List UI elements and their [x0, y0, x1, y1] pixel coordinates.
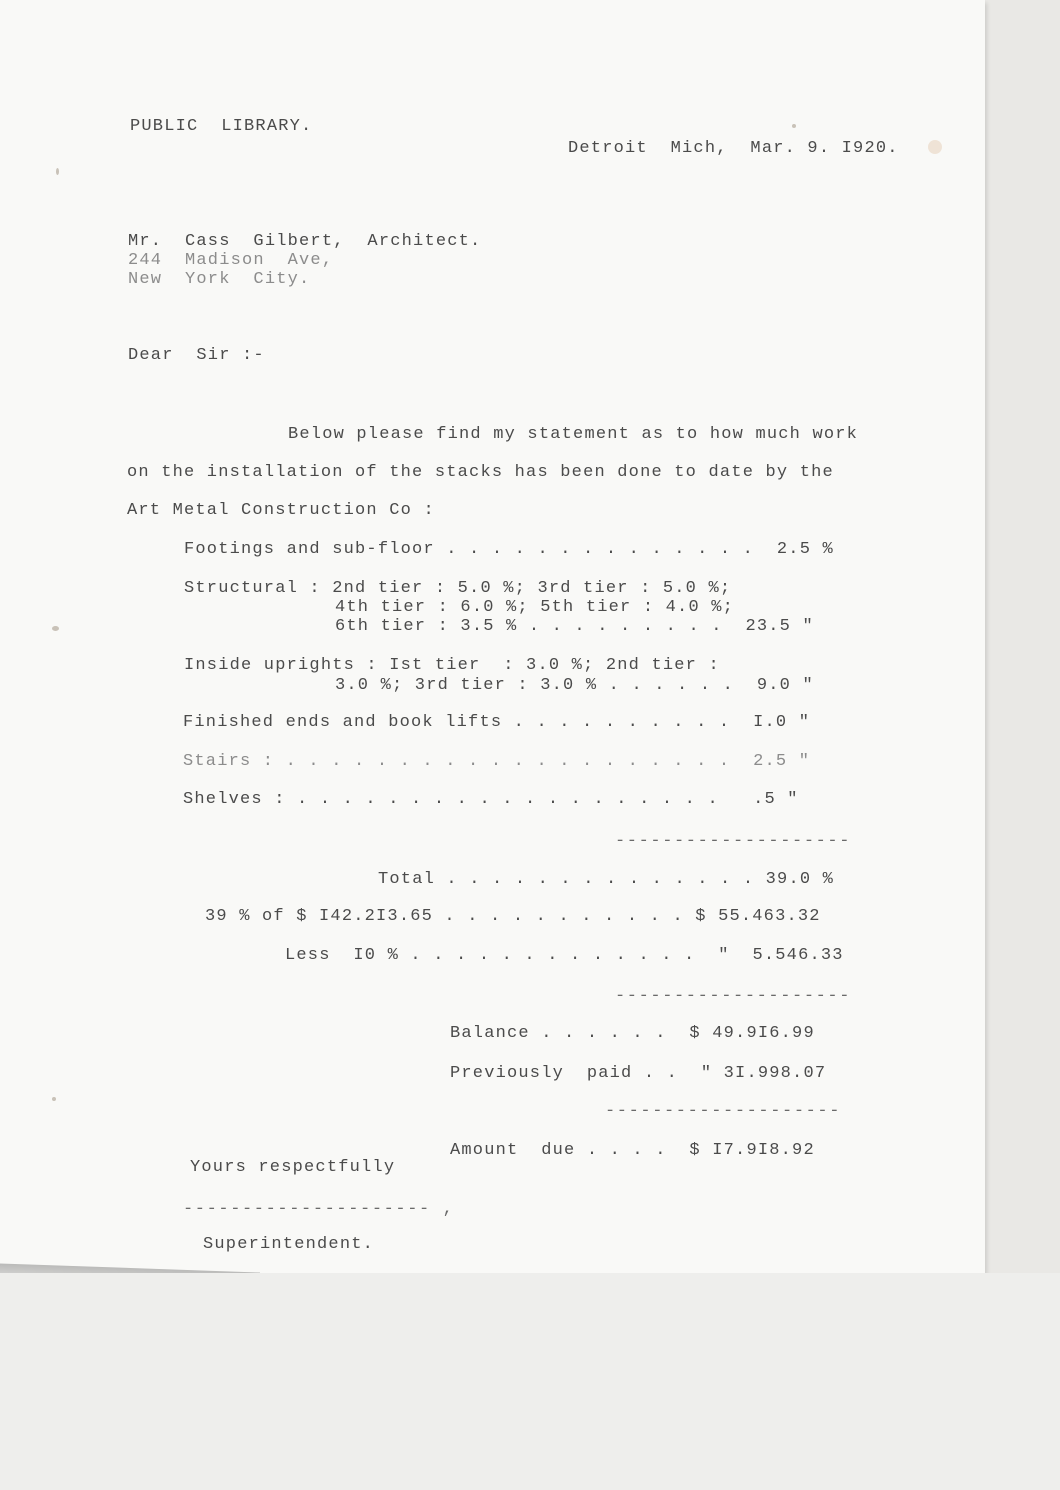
dateline: Detroit Mich, Mar. 9. I920.	[568, 139, 899, 158]
less-line: Less I0 % . . . . . . . . . . . . . " 5.546.33	[285, 946, 844, 965]
paper-fleck	[52, 1097, 56, 1101]
item-uprights-line-1: Inside uprights : Ist tier : 3.0 %; 2nd tier :	[184, 656, 720, 675]
item-shelves: Shelves : . . . . . . . . . . . . . . . . . . . .5 "	[183, 790, 799, 809]
item-footings: Footings and sub-floor . . . . . . . . . . . . . . 2.5 %	[184, 540, 834, 559]
background-below-page	[0, 1273, 1060, 1490]
body-line-1: Below please find my statement as to how much work	[288, 425, 859, 444]
balance-line: Balance . . . . . . $ 49.9I6.99	[450, 1024, 815, 1043]
divider-rule: --------------------	[615, 987, 852, 1006]
divider-rule: --------------------	[615, 832, 852, 851]
signature-line: --------------------- ,	[183, 1200, 455, 1219]
item-structural-line-1: Structural : 2nd tier : 5.0 %; 3rd tier : 5.0 %;	[184, 579, 732, 598]
previously-paid-line: Previously paid . . " 3I.998.07	[450, 1064, 827, 1083]
recipient-name: Mr. Cass Gilbert, Architect.	[128, 232, 482, 251]
recipient-city: New York City.	[128, 270, 311, 289]
item-stairs: Stairs : . . . . . . . . . . . . . . . . . . . . 2.5 "	[183, 752, 811, 771]
signatory-title: Superintendent.	[203, 1235, 375, 1254]
item-structural-line-2: 4th tier : 6.0 %; 5th tier : 4.0 %;	[335, 598, 735, 617]
closing: Yours respectfully	[190, 1158, 396, 1177]
recipient-street: 244 Madison Ave,	[128, 251, 334, 270]
total-line: Total . . . . . . . . . . . . . . 39.0 %	[378, 870, 835, 889]
letterhead: PUBLIC LIBRARY.	[130, 117, 313, 136]
divider-rule: --------------------	[605, 1102, 842, 1121]
item-uprights-line-2: 3.0 %; 3rd tier : 3.0 % . . . . . . 9.0 "	[335, 676, 814, 695]
salutation: Dear Sir :-	[128, 346, 265, 365]
amount-due-line: Amount due . . . . $ I7.9I8.92	[450, 1141, 815, 1160]
item-structural-line-3: 6th tier : 3.5 % . . . . . . . . . 23.5 "	[335, 617, 814, 636]
ink-spot	[928, 140, 942, 154]
body-line-3: Art Metal Construction Co :	[127, 501, 435, 520]
paper-fleck	[56, 168, 59, 175]
paper-fleck	[52, 626, 59, 631]
item-finished-ends: Finished ends and book lifts . . . . . . . . . . I.0 "	[183, 713, 811, 732]
paper-fleck	[792, 124, 796, 128]
percent-of-line: 39 % of $ I42.2I3.65 . . . . . . . . . . . $ 55.463.32	[205, 907, 821, 926]
body-line-2: on the installation of the stacks has been done to date by the	[127, 463, 834, 482]
